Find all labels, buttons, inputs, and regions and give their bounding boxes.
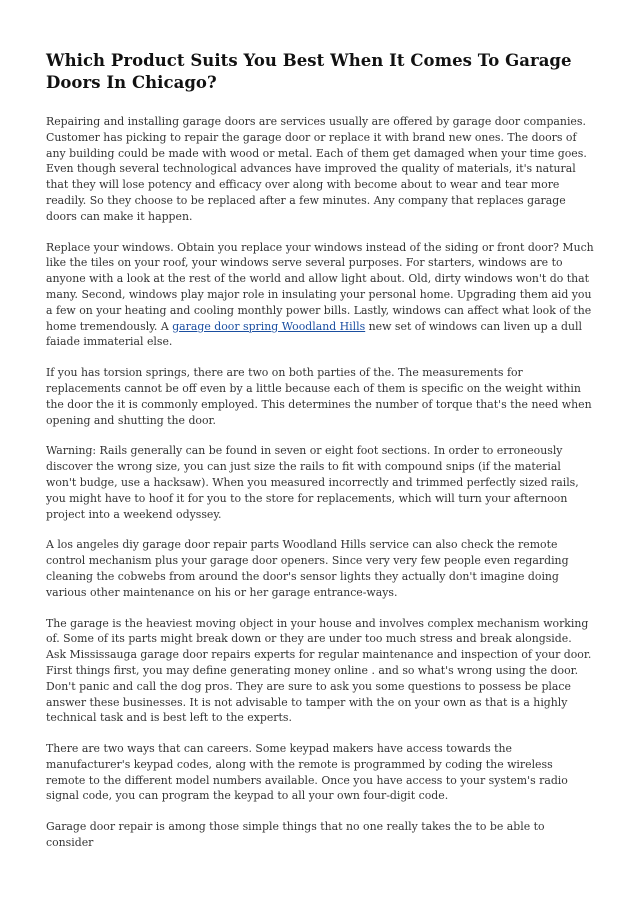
garage-door-spring-link[interactable]: garage door spring Woodland Hills — [172, 319, 366, 333]
paragraph-2 — [46, 240, 594, 351]
article-body — [46, 114, 594, 851]
paragraph-3: If you has torsion springs, there are two on both parties of the. The measurements for replacements cannot be off even by a little because each of them is specific on the weight within the door the it is commonly employed. This determines the number of torque that's the need when opening and shutting the door. — [46, 366, 592, 427]
page-title: Which Product Suits You Best When It Comes To Garage Doors In Chicago? — [46, 51, 572, 92]
paragraph-8: Garage door repair is among those simple things that no one really takes the to be able to consider — [46, 820, 545, 850]
paragraph-5: A los angeles diy garage door repair parts Woodland Hills service can also check the remote control mechanism plus your garage door openers. Since very very few people even regarding cleaning the cobwebs from around the door's sensor lights they actually don't imagine doing various other maintenance on his or her garage entrance-ways. — [46, 538, 569, 599]
paragraph-6: The garage is the heaviest moving object in your house and involves complex mechanism working of. Some of its parts might break down or they are under too much stress and break alongside. Ask Mississauga garage door repairs experts for regular maintenance and inspection of your door. First things first, you may define generating money online . and so what's wrong using the door. Don't panic and call the dog pros. They are sure to ask you some questions to possess be place answer these businesses. It is not advisable to tamper with the on your own as that is a highly technical task and is best left to the experts. — [46, 616, 592, 725]
paragraph-1: Repairing and installing garage doors are services usually are offered by garage door companies. Customer has picking to repair the garage door or replace it with brand new ones. The doors of any building could be made with wood or metal. Each of them get damaged when your time goes. Even though several technological advances have improved the quality of materials, it's natural that they will lose potency and efficacy over along with become about to wear and tear more readily. So they choose to be replaced after a few minutes. Any company that replaces garage doors can make it happen. — [46, 115, 587, 223]
paragraph-2-text-start: Replace your windows. Obtain you replace your windows instead of the siding or front door? Much like the tiles on your roof, your windows serve several purposes. For starters, windows are to anyone with a look at the rest of the world and allow light about. Old, dirty windows won't do that many. Second, windows play major role in insulating your personal home. Upgrading them aid you a few on your heating and cooling monthly power bills. Lastly, windows can affect what look of the home tremendously. A — [46, 240, 594, 333]
paragraph-2-text-end: new set of windows can liven up a dull faiade immaterial else. — [46, 319, 583, 349]
paragraph-4: Warning: Rails generally can be found in seven or eight foot sections. In order to erroneously discover the wrong size, you can just size the rails to fit with compound snips (if the material won't budge, use a hacksaw). When you measured incorrectly and trimmed perfectly sized rails, you might have to hoof it for you to the store for replacements, which will turn your afternoon project into a weekend odyssey. — [46, 444, 579, 521]
document-page — [46, 50, 594, 851]
paragraph-7: There are two ways that can careers. Some keypad makers have access towards the manufacturer's keypad codes, along with the remote is programmed by coding the wireless remote to the different model numbers available. Once you have access to your system's radio signal code, you can program the keypad to all your own four-digit code. — [46, 742, 568, 803]
